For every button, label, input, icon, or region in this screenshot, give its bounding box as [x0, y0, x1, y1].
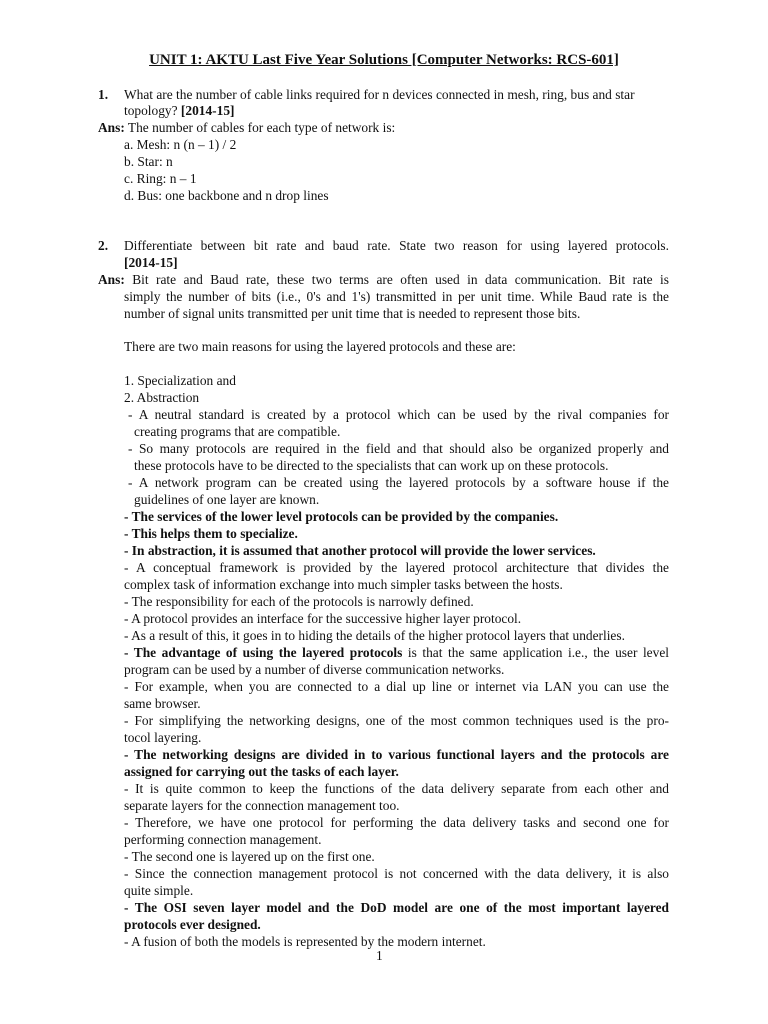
bullet-responsibility: - The responsibility for each of the protocols is narrowly defined.: [124, 594, 474, 609]
q1-text-line1: What are the number of cable links required for n devices connected in mesh, ring, bus and star: [124, 87, 635, 102]
q1-answer-intro: Ans: The number of cables for each type of network is:: [98, 120, 396, 135]
reasons-intro: There are two main reasons for using the layered protocols and these are:: [124, 339, 516, 354]
bold-networking-designs-cont: assigned for carrying out the tasks of each layer.: [124, 764, 399, 779]
page-title: UNIT 1: AKTU Last Five Year Solutions [Computer Networks: RCS-601]: [149, 52, 619, 68]
bold-specialize: - This helps them to specialize.: [124, 526, 298, 541]
advantage-line-cont: program can be used by a number of diverse communication networks.: [124, 662, 505, 677]
q2-number: 2.: [98, 238, 109, 253]
bullet-example: - For example, when you are connected to a dial up line or internet via LAN you can use the: [124, 679, 669, 694]
q1-number: 1.: [98, 87, 109, 102]
bold-lower-services: - The services of the lower level protocols can be provided by the companies.: [124, 509, 559, 524]
bold-networking-designs: - The networking designs are divided in to various functional layers and the protocols are: [124, 747, 669, 762]
bullet-data-delivery: - It is quite common to keep the functions of the data delivery separate from each other and: [124, 781, 669, 796]
q1-item-star: b. Star: n: [124, 154, 173, 169]
bullet-data-delivery-cont: separate layers for the connection management too.: [124, 798, 400, 813]
page-number: 1: [376, 948, 383, 963]
bullet-therefore-cont: performing connection management.: [124, 832, 322, 847]
advantage-line: - The advantage of using the layered protocols is that the same application i.e., the user level: [124, 645, 669, 660]
bullet-network-program-cont: guidelines of one layer are known.: [134, 492, 320, 507]
q2-answer-line2: simply the number of bits (i.e., 0's and 1's) transmitted in per unit time. While Baud rate is the: [124, 289, 669, 304]
q1-item-ring: c. Ring: n – 1: [124, 171, 197, 186]
bullet-connection-management: - Since the connection management protocol is not concerned with the data delivery, it is also: [124, 866, 669, 881]
bullet-therefore: - Therefore, we have one protocol for performing the data delivery tasks and second one for: [124, 815, 669, 830]
bullet-second-one: - The second one is layered up on the first one.: [124, 849, 375, 864]
q1-text-line2: topology? [2014-15]: [124, 103, 235, 118]
bold-abstraction: - In abstraction, it is assumed that another protocol will provide the lower services.: [124, 543, 596, 558]
bullet-many-protocols: - So many protocols are required in the field and that should also be organized properly and: [128, 441, 669, 456]
reason-abstraction: 2. Abstraction: [124, 390, 200, 405]
bullet-network-program: - A network program can be created using the layered protocols by a software house if the: [128, 475, 669, 490]
reason-specialization: 1. Specialization and: [124, 373, 236, 388]
bullet-conceptual-framework: - A conceptual framework is provided by the layered protocol architecture that divides the: [124, 560, 669, 575]
bullet-simplifying: - For simplifying the networking designs, one of the most common techniques used is the pro-: [124, 713, 669, 728]
bullet-simplifying-cont: tocol layering.: [124, 730, 202, 745]
q2-year: [2014-15]: [124, 255, 178, 270]
bold-osi-dod: - The OSI seven layer model and the DoD model are one of the most important layered: [124, 900, 669, 915]
q1-item-mesh: a. Mesh: n (n – 1) / 2: [124, 137, 237, 152]
q1-item-bus: d. Bus: one backbone and n drop lines: [124, 188, 329, 203]
bold-osi-dod-cont: protocols ever designed.: [124, 917, 261, 932]
q2-text-line1: Differentiate between bit rate and baud rate. State two reason for using layered protocols.: [124, 238, 669, 253]
bullet-conceptual-framework-cont: complex task of information exchange into much simpler tasks between the hosts.: [124, 577, 563, 592]
q2-answer-line3: number of signal units transmitted per unit time that is needed to represent those bits.: [124, 306, 581, 321]
bullet-neutral-standard: - A neutral standard is created by a protocol which can be used by the rival companies for: [128, 407, 669, 422]
bullet-neutral-standard-cont: creating programs that are compatible.: [134, 424, 341, 439]
bullet-many-protocols-cont: these protocols have to be directed to the specialists that can work up on these protocols.: [134, 458, 609, 473]
bullet-interface: - A protocol provides an interface for the successive higher layer protocol.: [124, 611, 522, 626]
bullet-connection-management-cont: quite simple.: [124, 883, 194, 898]
bullet-fusion: - A fusion of both the models is represented by the modern internet.: [124, 934, 486, 949]
bullet-hiding-details: - As a result of this, it goes in to hiding the details of the higher protocol layers that underlies.: [124, 628, 625, 643]
bullet-example-cont: same browser.: [124, 696, 201, 711]
q2-answer-line1: Ans: Bit rate and Baud rate, these two terms are often used in data communication. Bit rate is: [98, 272, 669, 287]
